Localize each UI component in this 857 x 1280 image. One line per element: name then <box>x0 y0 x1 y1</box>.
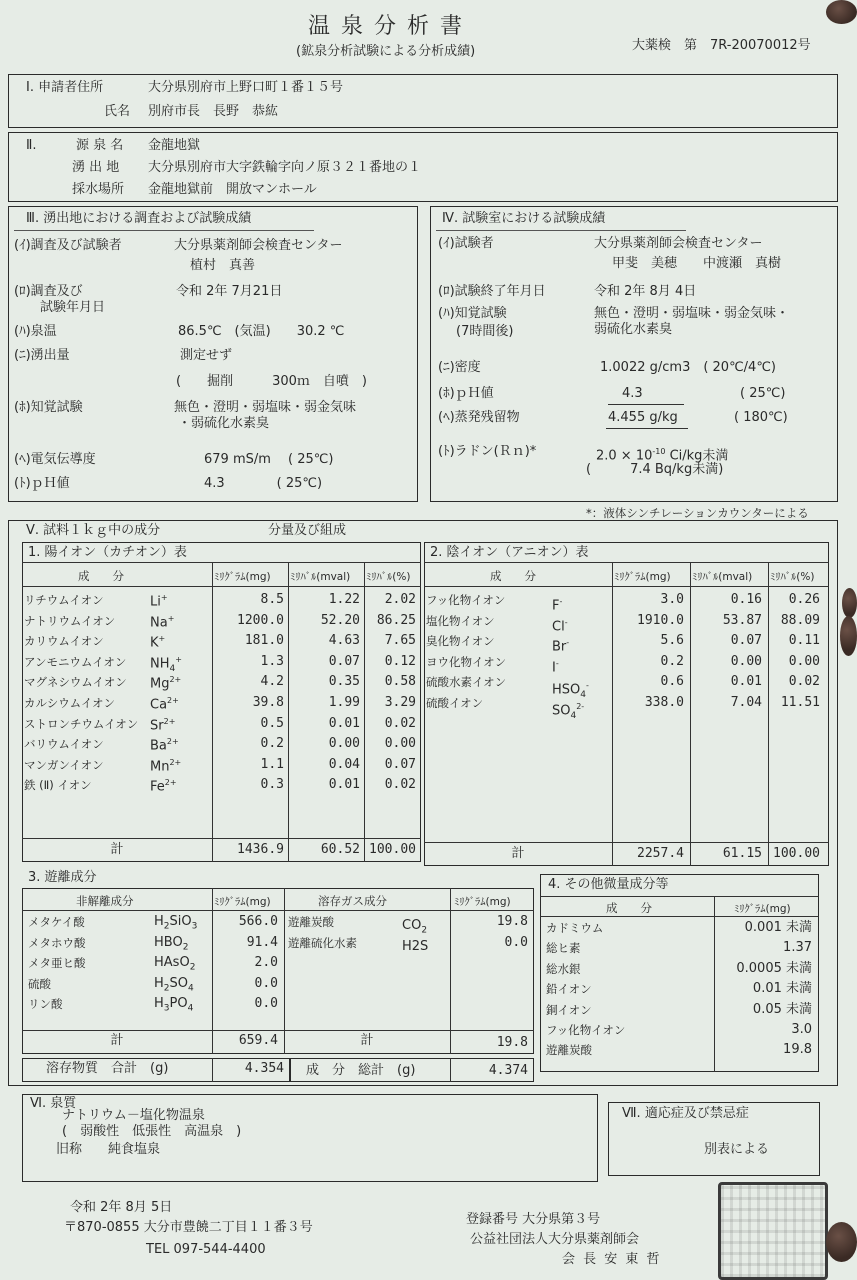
cation-formula: $NH_4^+$ <box>150 654 182 674</box>
anion-mval: 0.00 <box>730 653 762 669</box>
cation-total-mval: 60.52 <box>320 842 360 857</box>
anion-mval: 53.87 <box>722 612 762 628</box>
cation-mval: 0.04 <box>328 756 360 772</box>
s4-sensory-time: (7時間後) <box>456 324 514 339</box>
cation-pct: 7.65 <box>384 633 416 649</box>
s4-sensory-1: 無色・澄明・弱塩味・弱金気味・ <box>594 306 790 321</box>
sampling-place-label: 採水場所 <box>72 182 125 197</box>
s4-date-label: (ﾛ)試験終了年月日 <box>438 284 546 299</box>
cation-mg: 0.3 <box>260 777 284 793</box>
s3-conductivity-label: (ﾍ)電気伝導度 <box>14 452 96 467</box>
dissolved-total-label: 溶存物質 合計 (g) <box>46 1061 169 1076</box>
cation-mval: 4.63 <box>328 633 360 649</box>
s4-ph-temp: ( 25℃) <box>740 386 786 401</box>
s3-flow-label: (ﾆ)湧出量 <box>14 348 70 363</box>
anion-pct: 11.51 <box>780 695 820 710</box>
cation-pct: 0.02 <box>384 715 416 731</box>
cation-total-pct: 100.00 <box>369 842 416 857</box>
cation-mval: 0.01 <box>328 777 360 793</box>
pin <box>826 0 857 24</box>
cation-formula: $Mn^{2+}$ <box>150 757 182 775</box>
anion-table-title: 2. 陰イオン（アニオン）表 <box>430 545 589 560</box>
grand-total-label: 成 分 総計 (g) <box>306 1063 416 1078</box>
pin <box>826 1222 857 1262</box>
s3-investigator-org: 大分県薬剤師会検査センター <box>174 238 343 253</box>
cation-mg: 39.8 <box>252 695 284 710</box>
cation-pct: 0.12 <box>384 653 416 669</box>
cation-total-label: 計 <box>110 842 124 857</box>
s4-sensory-2: 弱硫化水素臭 <box>594 322 673 337</box>
anion-mg: 0.6 <box>660 674 684 690</box>
document-subtitle: (鉱泉分析試験による分析成績) <box>296 44 476 59</box>
anion-formula: I- <box>552 658 559 676</box>
anion-name: フッ化物イオン <box>426 593 506 607</box>
section-applicant <box>8 74 838 128</box>
president: 会 長 安 東 哲 <box>562 1252 662 1267</box>
anion-mg: 3.0 <box>660 592 684 607</box>
anion-pct: 0.00 <box>788 653 820 669</box>
grand-total: 4.374 <box>488 1063 528 1078</box>
anion-name: ヨウ化物イオン <box>426 654 507 669</box>
issue-date: 令和 2年 8月 5日 <box>70 1200 173 1215</box>
s3-sensory-1: 無色・澄明・弱塩味・弱金気味 <box>174 400 357 415</box>
applicant-name: 別府市長 長野 恭紘 <box>148 104 279 119</box>
applicant-address: 大分県別府市上野口町１番１５号 <box>148 80 344 95</box>
document-number: 大薬検 第 7R-20070012号 <box>632 38 811 53</box>
footer-address: 〒870-0855 大分市豊饒二丁目１１番３号 <box>64 1220 313 1235</box>
anion-name: 塩化物イオン <box>426 613 495 628</box>
cation-formula: K+ <box>150 634 166 651</box>
section3-title: Ⅲ. 湧出地における調査および試験成績 <box>26 211 252 226</box>
s3-temp: 86.5℃ (気温) 30.2 ℃ <box>178 324 345 339</box>
cation-pct: 0.58 <box>384 674 416 690</box>
nonion-formula: $H_3PO_4$ <box>154 996 194 1014</box>
anion-formula: Br- <box>552 638 570 655</box>
organization: 公益社団法人大分県薬剤師会 <box>470 1232 640 1247</box>
cation-formula: Li+ <box>150 593 168 610</box>
cation-pct: 86.25 <box>376 612 416 628</box>
anion-total-mval: 61.15 <box>722 846 762 861</box>
spring-name: 金龍地獄 <box>148 138 201 153</box>
nonion-name: メタ亜ヒ酸 <box>28 956 86 971</box>
trace-value: 0.0005 未満 <box>736 960 812 976</box>
anion-name: 硫酸水素イオン <box>426 675 507 690</box>
cation-mval: 0.35 <box>328 674 360 690</box>
gas-mg-header: ﾐﾘｸﾞﾗﾑ(mg) <box>454 896 511 908</box>
anion-pct: 0.26 <box>788 592 820 607</box>
anion-pct: 0.11 <box>788 633 820 649</box>
s3-date: 令和 2年 7月21日 <box>176 284 283 299</box>
gas-name: 遊離炭酸 <box>288 915 334 929</box>
gas-name: 遊離硫化水素 <box>288 935 357 950</box>
cation-formula: $Sr^{2+}$ <box>150 716 176 733</box>
applicant-address-label: Ⅰ. 申請者住所 <box>26 80 104 95</box>
spring-quality-1: ナトリウム－塩化物温泉 <box>62 1108 205 1123</box>
s3-investigator-label: (ｲ)調査及び試験者 <box>14 238 122 253</box>
cation-mg: 1200.0 <box>237 612 284 628</box>
s3-flow-detail: ( 掘削 300ｍ 自噴 ) <box>176 374 367 389</box>
trace-name: 総ヒ素 <box>546 941 581 956</box>
s4-residue-label: (ﾍ)蒸発残留物 <box>438 410 520 425</box>
s3-ph: 4.3 ( 25℃) <box>204 476 323 491</box>
indications: 別表による <box>704 1142 770 1157</box>
anion-formula: F- <box>552 597 563 614</box>
cation-name: ナトリウムイオン <box>24 613 116 628</box>
anion-header-mval: ﾐﾘﾊﾞﾙ(mval) <box>692 571 753 583</box>
trace-value: 0.05 未満 <box>752 1001 812 1017</box>
anion-mg: 5.6 <box>660 633 684 649</box>
s3-temp-label: (ﾊ)泉温 <box>14 324 57 339</box>
section5-title: Ⅴ. 試料１ｋｇ中の成分 <box>26 523 161 538</box>
cation-name: 鉄 (Ⅱ) イオン <box>24 778 92 793</box>
trace-header-mg: ﾐﾘｸﾞﾗﾑ(mg) <box>734 903 791 915</box>
trace-value: 0.01 未満 <box>752 981 812 997</box>
cation-mg: 0.2 <box>260 736 284 752</box>
anion-mg: 0.2 <box>660 653 684 669</box>
cation-formula: $Ba^{2+}$ <box>150 737 179 754</box>
section4-title: Ⅳ. 試験室における試験成績 <box>442 211 606 226</box>
nonion-name: メタホウ酸 <box>28 935 86 950</box>
s4-ph: 4.3 <box>622 386 643 401</box>
gas-total-mg: 19.8 <box>496 1035 528 1050</box>
gas-formula: $CO_2$ <box>402 918 428 936</box>
nonion-name: メタケイ酸 <box>28 915 85 929</box>
s4-density: 1.0022 g/cm3 ( 20℃/4℃) <box>600 360 777 375</box>
cation-header-mval: ﾐﾘﾊﾞﾙ(mval) <box>290 571 351 583</box>
cation-formula: Na+ <box>150 613 175 630</box>
s3-date-label-1: (ﾛ)調査及び <box>14 284 83 299</box>
gas-formula: H2S <box>402 938 429 954</box>
s4-residue: 4.455 g/kg <box>608 410 678 425</box>
anion-header-pct: ﾐﾘﾊﾞﾙ(%) <box>770 571 815 583</box>
s4-tester-label: (ｲ)試験者 <box>438 236 494 251</box>
s3-ph-label: (ﾄ)ｐＨ値 <box>14 476 70 491</box>
nonion-formula: $HBO_2$ <box>154 934 189 953</box>
anion-formula: $HSO_4^-$ <box>552 681 589 701</box>
cation-mval: 0.07 <box>328 653 360 669</box>
sampling-place: 金龍地獄前 開放マンホール <box>148 182 317 197</box>
s4-residue-temp: ( 180℃) <box>734 410 788 425</box>
cation-name: バリウムイオン <box>24 737 104 752</box>
spring-location-label: 湧 出 地 <box>72 160 120 175</box>
section6-title: Ⅵ. 泉質 <box>30 1096 77 1111</box>
cation-name: カルシウムイオン <box>24 696 116 710</box>
dissolved-total: 4.354 <box>244 1061 284 1076</box>
document-title: 温 泉 分 析 書 <box>308 14 464 39</box>
official-seal <box>718 1182 828 1280</box>
cation-mg: 1.1 <box>260 756 284 772</box>
anion-mval: 7.04 <box>730 695 762 710</box>
anion-total-pct: 100.00 <box>773 846 820 861</box>
nonion-formula: HAsO$_2$ <box>154 955 196 973</box>
nonion-total-mg: 659.4 <box>238 1033 278 1048</box>
anion-formula: Cl- <box>552 617 568 634</box>
cation-mval: 0.00 <box>328 736 360 752</box>
cation-name: カリウムイオン <box>24 634 104 649</box>
trace-name: 遊離炭酸 <box>546 1043 592 1058</box>
applicant-name-label: 氏名 <box>104 104 131 119</box>
cation-header-mg: ﾐﾘｸﾞﾗﾑ(mg) <box>214 571 271 583</box>
nonion-mg: 0.0 <box>254 975 278 991</box>
cation-pct: 2.02 <box>384 592 416 607</box>
anion-name: 臭化物イオン <box>426 634 495 649</box>
cation-formula: $Fe^{2+}$ <box>150 778 177 795</box>
pin <box>842 588 857 618</box>
anion-total-mg: 2257.4 <box>637 846 684 861</box>
nonion-name: 硫酸 <box>28 976 51 991</box>
nonion-name: リン酸 <box>28 997 63 1012</box>
anion-mval: 0.01 <box>730 674 762 690</box>
anion-mg: 338.0 <box>644 695 684 710</box>
s4-radon-2: ( 7.4 Bq/kg未満) <box>586 462 724 477</box>
pin <box>840 616 857 656</box>
footer-tel: TEL 097-544-4400 <box>146 1242 266 1257</box>
cation-mg: 0.5 <box>260 715 284 731</box>
cation-name: ストロンチウムイオン <box>24 716 139 731</box>
anion-pct: 88.09 <box>780 612 820 628</box>
s4-density-label: (ﾆ)密度 <box>438 360 481 375</box>
anion-mval: 0.16 <box>730 592 762 607</box>
cation-mg: 181.0 <box>244 633 284 649</box>
cation-total-mg: 1436.9 <box>237 842 284 857</box>
cation-table-title: 1. 陽イオン（カチオン）表 <box>28 545 187 560</box>
cation-mval: 52.20 <box>320 612 360 628</box>
s3-investigator-name: 植村 真善 <box>190 258 256 273</box>
anion-pct: 0.02 <box>788 674 820 690</box>
gas-total-label: 計 <box>360 1033 374 1048</box>
cation-mg: 8.5 <box>260 592 284 607</box>
trace-name: 総水銀 <box>546 961 581 976</box>
cation-mval: 0.01 <box>328 715 360 731</box>
cation-name: マンガンイオン <box>24 757 104 772</box>
cation-pct: 0.00 <box>384 736 416 752</box>
anion-name: 硫酸イオン <box>426 696 484 710</box>
trace-name: フッ化物イオン <box>546 1023 626 1037</box>
s4-radon-label: (ﾄ)ラドン(Ｒｎ)* <box>438 444 537 459</box>
spring-name-label: 源 泉 名 <box>76 138 124 153</box>
s3-conductivity: 679 mS/m ( 25℃) <box>204 452 334 467</box>
anion-header-mg: ﾐﾘｸﾞﾗﾑ(mg) <box>614 571 671 583</box>
spring-location: 大分県別府市大字鉄輪字向ノ原３２１番地の１ <box>148 160 422 175</box>
nonion-mg: 0.0 <box>254 996 278 1012</box>
cation-name: アンモニウムイオン <box>24 654 127 669</box>
section2-label: Ⅱ. <box>26 138 37 153</box>
cation-header-name: 成 分 <box>78 569 124 583</box>
section-spring <box>8 132 838 202</box>
s4-sensory-label: (ﾊ)知覚試験 <box>438 306 507 321</box>
anion-header-name: 成 分 <box>490 569 536 583</box>
cation-mg: 1.3 <box>260 653 284 669</box>
nonion-mg: 2.0 <box>254 955 278 971</box>
anion-total-label: 計 <box>511 846 525 861</box>
trace-value: 1.37 <box>783 940 812 956</box>
s4-date: 令和 2年 8月 4日 <box>594 284 697 299</box>
cation-pct: 0.07 <box>384 756 416 772</box>
trace-title: 4. その他微量成分等 <box>548 877 669 892</box>
trace-name: 鉛イオン <box>546 982 592 997</box>
cation-name: リチウムイオン <box>24 593 104 607</box>
spring-quality-3: 旧称 純食塩泉 <box>56 1142 161 1157</box>
cation-mg: 4.2 <box>260 674 284 690</box>
registration-number: 登録番号 大分県第３号 <box>466 1212 601 1227</box>
s3-sensory-label: (ﾎ)知覚試験 <box>14 400 83 415</box>
gas-mg: 0.0 <box>504 934 528 950</box>
s4-tester-org: 大分県薬剤師会検査センター <box>594 236 763 251</box>
trace-value: 3.0 <box>791 1022 812 1037</box>
nonion-formula: $H_2SiO_3$ <box>154 914 198 932</box>
radon-footnote: *：液体シンチレーションカウンターによる <box>586 506 809 520</box>
section7-title: Ⅶ. 適応症及び禁忌症 <box>622 1106 749 1121</box>
trace-name: カドミウム <box>546 921 604 935</box>
gas-mg: 19.8 <box>496 914 528 929</box>
cation-mval: 1.22 <box>328 592 360 607</box>
s3-sensory-2: ・弱硫化水素臭 <box>178 416 270 431</box>
cation-pct: 0.02 <box>384 777 416 793</box>
cation-header-pct: ﾐﾘﾊﾞﾙ(%) <box>366 571 411 583</box>
nonion-mg: 91.4 <box>246 934 278 950</box>
cation-formula: $Ca^{2+}$ <box>150 696 179 713</box>
trace-header-name: 成 分 <box>606 901 652 915</box>
s3-date-label-2: 試験年月日 <box>40 300 106 315</box>
anion-mval: 0.07 <box>730 633 762 649</box>
spring-quality-2: ( 弱酸性 低張性 高温泉 ) <box>62 1124 242 1139</box>
anion-mg: 1910.0 <box>637 612 684 628</box>
cation-pct: 3.29 <box>384 695 416 710</box>
anion-formula: $SO_4^{2-}$ <box>552 702 585 721</box>
trace-name: 銅イオン <box>546 1002 592 1017</box>
s4-ph-label: (ﾎ)ｐＨ値 <box>438 386 494 401</box>
nonion-total-label: 計 <box>110 1033 124 1048</box>
s4-radon-1: $2.0 \times 10^{-10}$ Ci/kg未満 <box>596 447 729 464</box>
cation-name: マグネシウムイオン <box>24 675 127 690</box>
free-components-title: 3. 遊離成分 <box>28 870 97 885</box>
s4-tester-names: 甲斐 美穂 中渡瀬 真樹 <box>612 256 782 271</box>
s3-flow: 測定せず <box>180 348 233 363</box>
trace-value: 0.001 未満 <box>744 920 812 935</box>
gas-header: 溶存ガス成分 <box>318 894 387 908</box>
trace-value: 19.8 <box>783 1042 812 1058</box>
cation-formula: $Mg^{2+}$ <box>150 675 182 692</box>
nonion-mg: 566.0 <box>238 914 278 929</box>
nonion-mg-header: ﾐﾘｸﾞﾗﾑ(mg) <box>214 896 271 908</box>
cation-mval: 1.99 <box>328 695 360 710</box>
section5-subtitle: 分量及び組成 <box>268 523 347 538</box>
nonion-header: 非解離成分 <box>76 894 134 908</box>
nonion-formula: $H_2SO_4$ <box>154 975 194 994</box>
